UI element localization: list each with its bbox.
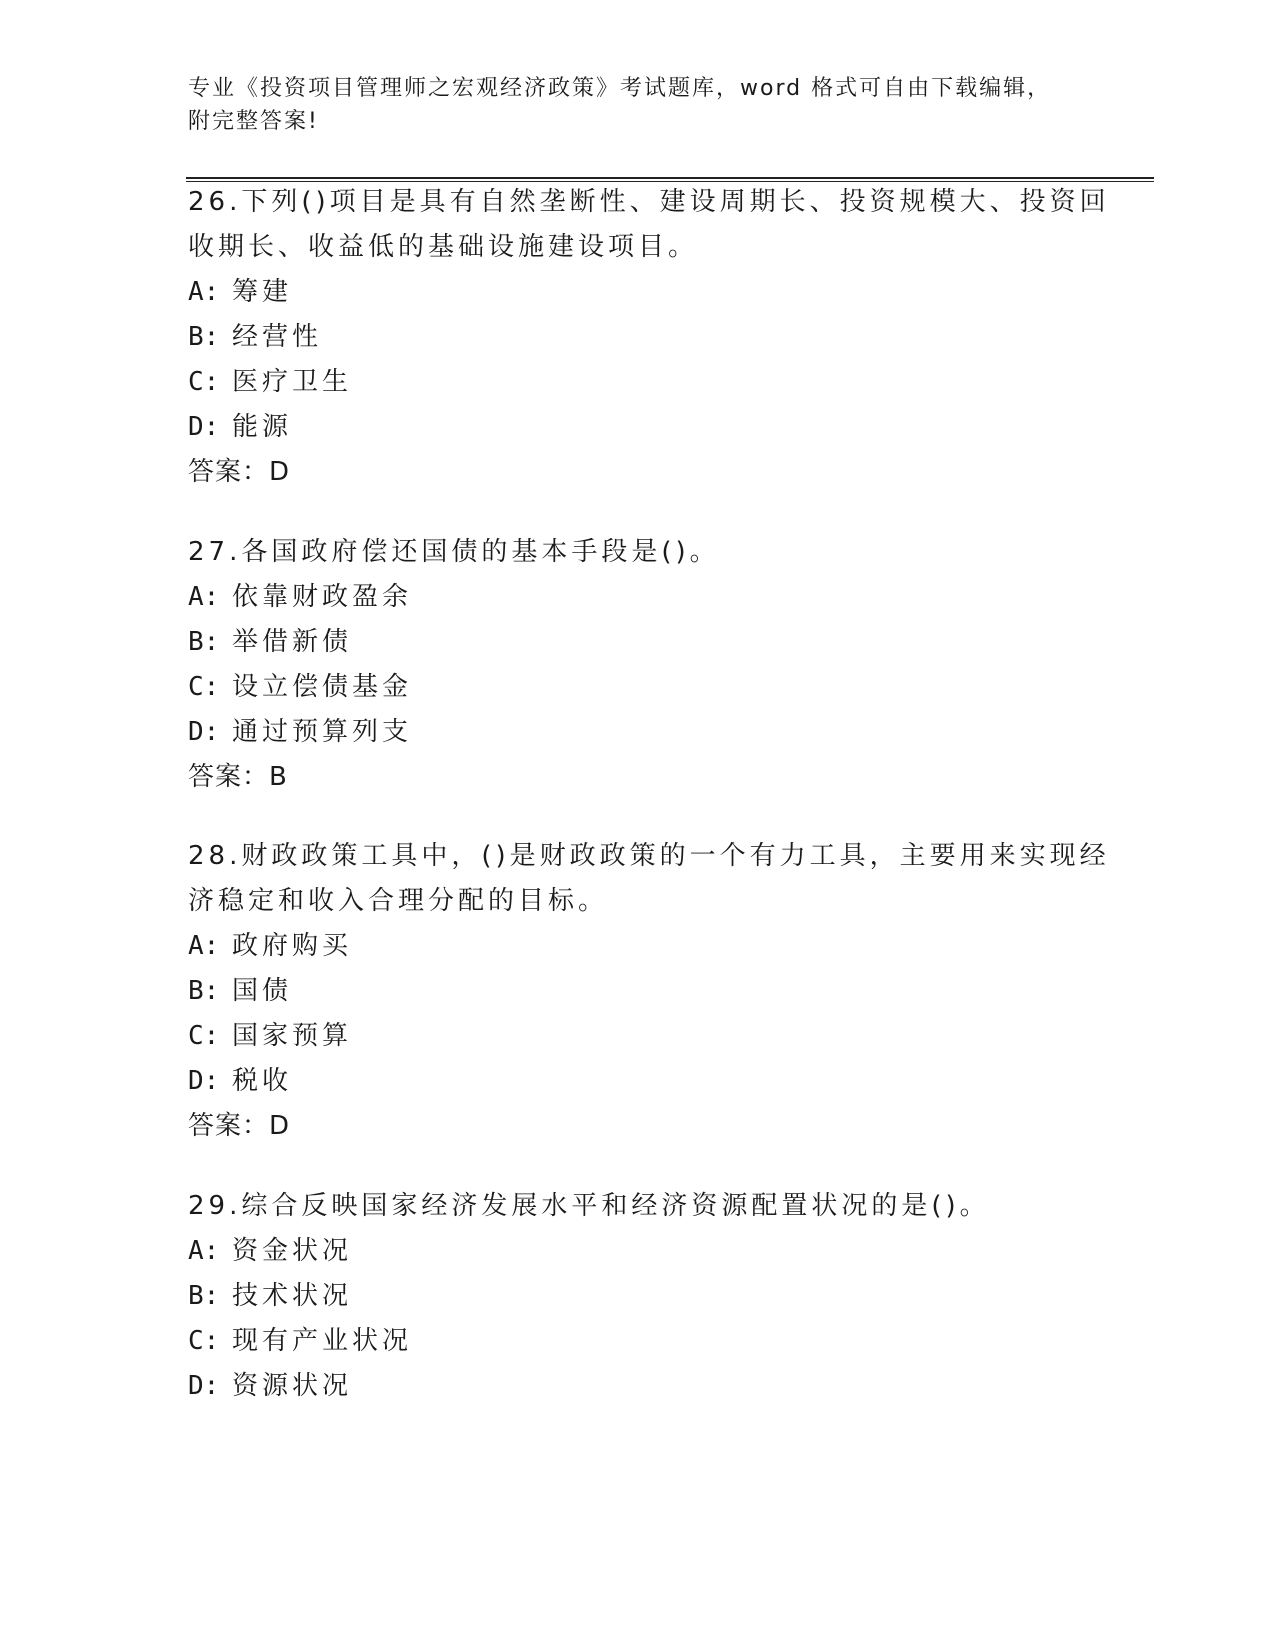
- question-28: [188, 834, 1110, 1149]
- option-text: 国债: [232, 976, 293, 1006]
- option-d: [188, 405, 1088, 450]
- option-letter: B:: [188, 1281, 220, 1311]
- question-26: [188, 180, 1110, 495]
- option-letter: D:: [188, 1066, 220, 1096]
- option-d: [188, 1059, 1088, 1104]
- option-letter: B:: [188, 322, 220, 352]
- option-text: 资源状况: [232, 1371, 353, 1401]
- option-c: [188, 1014, 1088, 1059]
- option-letter: D:: [188, 412, 220, 442]
- option-text: 能源: [232, 412, 293, 442]
- option-text: 设立偿债基金: [232, 672, 413, 702]
- option-b: [188, 620, 1088, 665]
- option-letter: C:: [188, 672, 220, 702]
- option-text: 通过预算列支: [232, 717, 413, 747]
- option-d: [188, 1364, 1088, 1409]
- question-text-line: 收期长、收益低的基础设施建设项目。: [188, 232, 699, 262]
- option-c: [188, 360, 1088, 405]
- option-text: 税收: [232, 1066, 293, 1096]
- option-a: [188, 575, 1088, 620]
- option-text: 政府购买: [232, 931, 353, 961]
- question-29: [188, 1184, 1088, 1409]
- option-letter: C:: [188, 1021, 220, 1051]
- option-a: [188, 1229, 1088, 1274]
- option-letter: A:: [188, 582, 220, 612]
- document-header: [188, 72, 1088, 138]
- question-text-line: 27.各国政府偿还国债的基本手段是()。: [188, 537, 720, 567]
- option-letter: D:: [188, 1371, 220, 1401]
- option-letter: A:: [188, 1236, 220, 1266]
- option-letter: A:: [188, 931, 220, 961]
- option-text: 经营性: [232, 322, 323, 352]
- option-c: [188, 1319, 1088, 1364]
- option-letter: D:: [188, 717, 220, 747]
- question-text-line: 29.综合反映国家经济发展水平和经济资源配置状况的是()。: [188, 1191, 990, 1221]
- option-b: [188, 315, 1088, 360]
- option-a: [188, 270, 1088, 315]
- option-letter: B:: [188, 627, 220, 657]
- option-text: 现有产业状况: [232, 1326, 413, 1356]
- option-text: 依靠财政盈余: [232, 582, 413, 612]
- option-text: 国家预算: [232, 1021, 353, 1051]
- answer: 答案：D: [188, 457, 291, 487]
- option-d: [188, 710, 1088, 755]
- option-c: [188, 665, 1088, 710]
- option-text: 技术状况: [232, 1281, 353, 1311]
- option-text: 举借新债: [232, 627, 353, 657]
- option-text: 资金状况: [232, 1236, 353, 1266]
- option-a: [188, 924, 1088, 969]
- option-text: 医疗卫生: [232, 367, 353, 397]
- option-b: [188, 1274, 1088, 1319]
- option-letter: C:: [188, 367, 220, 397]
- option-letter: C:: [188, 1326, 220, 1356]
- answer: 答案：B: [188, 762, 288, 792]
- option-text: 筹建: [232, 277, 293, 307]
- header-line-2: 附完整答案!: [188, 109, 319, 134]
- question-27: [188, 530, 1088, 800]
- option-letter: A:: [188, 277, 220, 307]
- header-line-1: 专业《投资项目管理师之宏观经济政策》考试题库，word 格式可自由下载编辑，: [188, 76, 1052, 101]
- answer: 答案：D: [188, 1111, 291, 1141]
- question-text-line: 28.财政政策工具中，()是财政政策的一个有力工具，主要用来实现经: [188, 841, 1110, 871]
- option-letter: B:: [188, 976, 220, 1006]
- option-b: [188, 969, 1088, 1014]
- question-text-line: 26.下列()项目是具有自然垄断性、建设周期长、投资规模大、投资回: [188, 187, 1110, 217]
- question-text-line: 济稳定和收入合理分配的目标。: [188, 886, 609, 916]
